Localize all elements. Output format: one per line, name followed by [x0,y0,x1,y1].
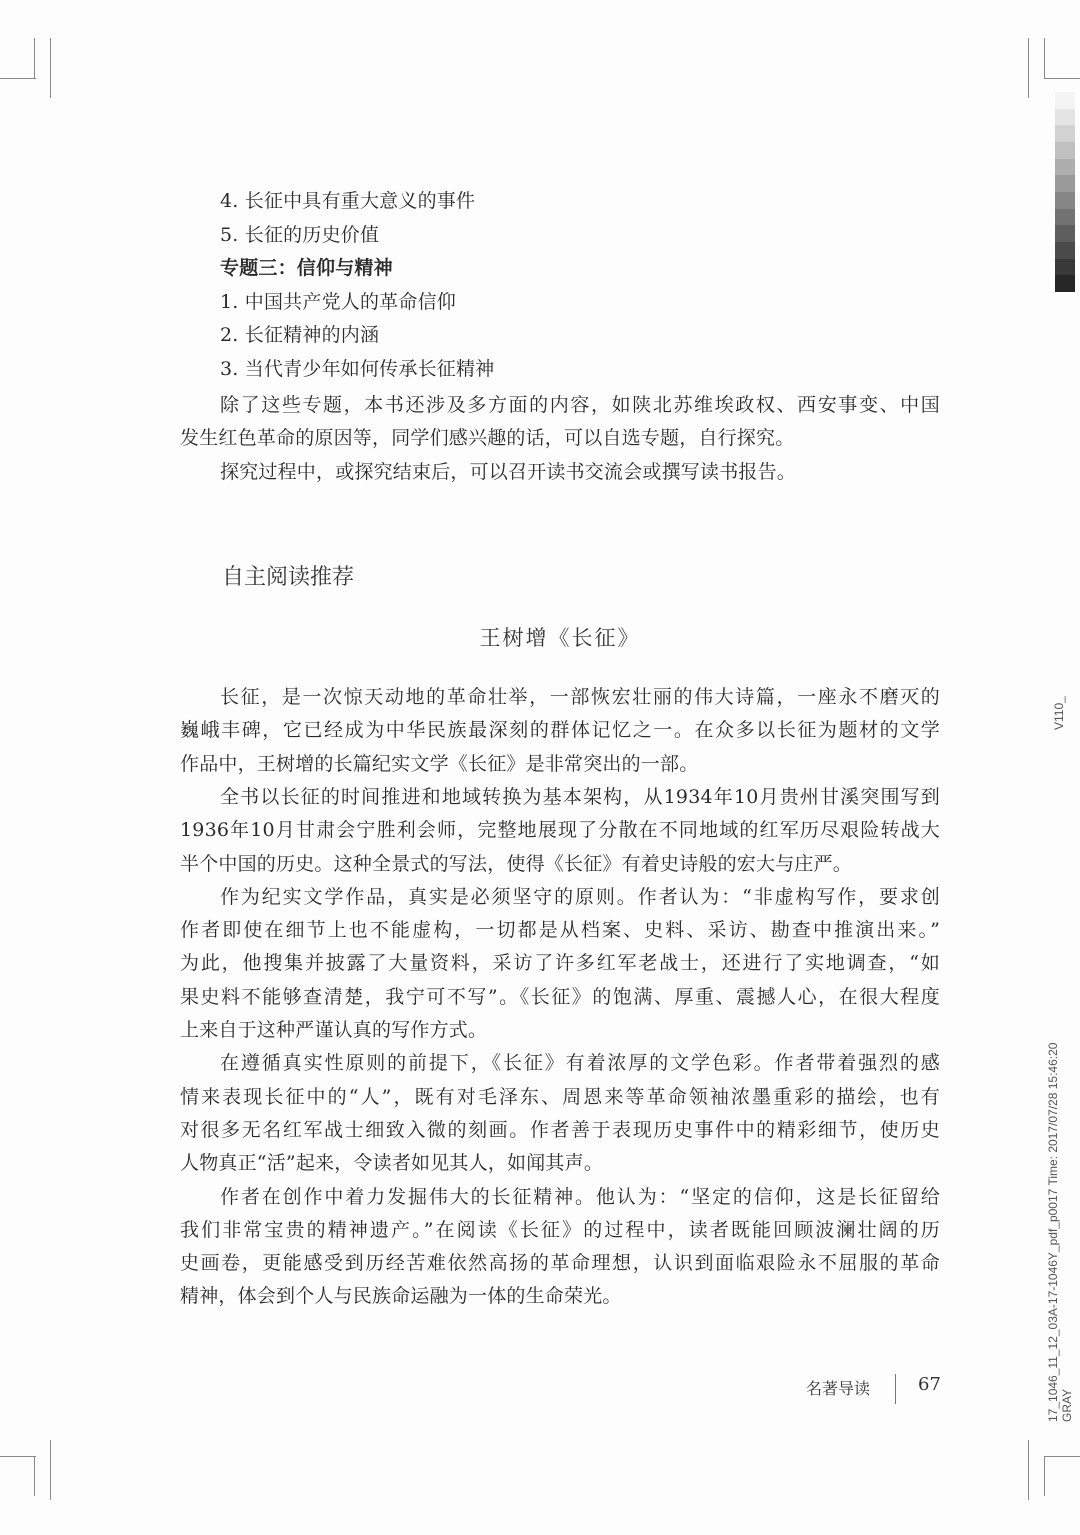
paragraph-line: 人物真正“活”起来，令读者如见其人，如闻其声。 [180,1152,604,1175]
paragraph-line: 发生红色革命的原因等，同学们感兴趣的话，可以自选专题，自行探究。 [180,427,795,450]
article-title: 王树增《长征》 [479,626,641,650]
color-mode-label: GRAY [1060,1388,1074,1422]
list-item: 专题三：信仰与精神 [220,257,393,280]
paragraph-line: 对很多无名红军战士细致入微的刻画。作者善于表现历史事件中的精彩细节，使历史 [180,1118,940,1141]
paragraph-line: 1936年10月甘肃会宁胜利会师，完整地展现了分散在不同地域的红军历尽艰险转战大 [180,819,940,842]
crop-mark [1044,38,1045,78]
list-item: 3. 当代青少年如何传承长征精神 [220,358,495,380]
crop-mark [0,78,36,79]
paragraph-line: 作者在创作中着力发掘伟大的长征精神。他认为：“坚定的信仰，这是长征留给 [220,1185,940,1208]
paragraph-line: 除了这些专题，本书还涉及多方面的内容，如陕北苏维埃政权、西安事变、中国 [220,394,940,416]
paragraph-line: 作者即使在细节上也不能虚构，一切都是从档案、史料、采访、勘查中推演出来。” [180,919,940,942]
paragraph-line: 在遵循真实性原则的前提下，《长征》有着浓厚的文学色彩。作者带着强烈的感 [220,1052,940,1075]
paragraph-line: 果史料不能够查清楚，我宁可不写”。《长征》的饱满、厚重、震撼人心，在很大程度 [180,985,940,1008]
paragraph-line: 情来表现长征中的“人”，既有对毛泽东、周恩来等革命领袖浓墨重彩的描绘，也有 [180,1085,940,1108]
paragraph-line: 半个中国的历史。这种全景式的写法，使得《长征》有着史诗般的宏大与庄严。 [180,852,853,875]
list-item: 2. 长征精神的内涵 [220,324,380,347]
paragraph-line: 全书以长征的时间推进和地域转换为基本架构，从1934年10月贵州甘溪突围写到 [220,785,940,808]
footer-label: 名著导读 [806,1379,871,1398]
crop-mark [50,1440,51,1500]
crop-mark [1044,1456,1045,1496]
list-item: 4. 长征中具有重大意义的事件 [220,190,476,212]
paragraph-line: 作为纪实文学作品，真实是必须坚守的原则。作者认为：“非虚构写作，要求创 [220,885,940,908]
paragraph-line: 探究过程中，或探究结束后，可以召开读书交流会或撰写读书报告。 [220,460,797,483]
crop-mark [0,1456,36,1457]
paragraph-line: 上来自于这种严谨认真的写作方式。 [180,1019,488,1041]
crop-mark [1044,1456,1080,1457]
crop-mark [34,38,35,78]
version-label: V110_ [1052,696,1066,730]
paragraph-line: 我们非常宝贵的精神遗产。”在阅读《长征》的过程中，读者既能回顾波澜壮阔的历 [180,1218,940,1241]
paragraph-line: 史画卷，更能感受到历经苦难依然高扬的革命理想，认识到面临艰险永不屈服的革命 [180,1252,940,1275]
print-job-info: 17_1046_11_12_03A-17-1046Y_pdf_p0017 Time: 2017/07/28 15:46:20 [1046,1042,1060,1422]
grayscale-calibration-bar [1055,92,1075,292]
crop-mark [34,1456,35,1496]
list-item: 1. 中国共产党人的革命信仰 [220,290,456,313]
crop-mark [50,38,51,98]
paragraph-line: 长征，是一次惊天动地的革命壮举，一部恢宏壮丽的伟大诗篇，一座永不磨灭的 [220,686,940,708]
paragraph-line: 作品中，王树增的长篇纪实文学《长征》是非常突出的一部。 [180,752,699,775]
paragraph-line: 为此，他搜集并披露了大量资料，采访了许多红军老战士，还进行了实地调查，“如 [180,952,940,975]
list-item: 5. 长征的历史价值 [220,223,380,246]
section-heading: 自主阅读推荐 [222,565,355,590]
crop-mark [1044,78,1080,79]
crop-mark [1028,1440,1029,1500]
footer-divider [895,1374,896,1404]
crop-mark [1028,38,1029,98]
paragraph-line: 巍峨丰碑，它已经成为中华民族最深刻的群体记忆之一。在众多以长征为题材的文学 [180,719,940,742]
paragraph-line: 精神，体会到个人与民族命运融为一体的生命荣光。 [180,1285,622,1308]
page-number: 67 [918,1374,941,1395]
